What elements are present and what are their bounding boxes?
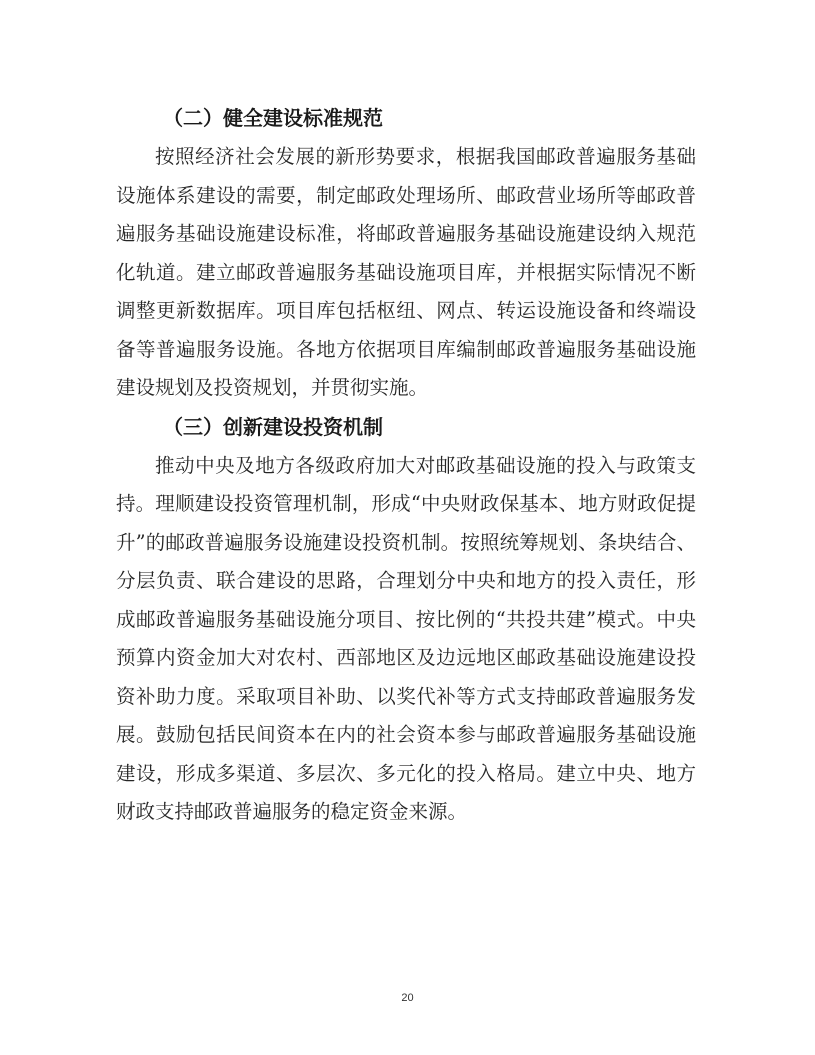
section-body-2: 按照经济社会发展的新形势要求，根据我国邮政普遍服务基础设施体系建设的需要，制定邮政处理场所、邮政营业场所等邮政普遍服务基础设施建设标准，将邮政普遍服务基础设施建设纳入规范化轨道。建立邮政普遍服务基础设施项目库，并根据实际情况不断调整更新数据库。项目库包括枢纽、网点、转运设施设备和终端设备等普遍服务设施。各地方依据项目库编制邮政普遍服务基础设施建设规划及投资规划，并贯彻实施。 xyxy=(116,145,696,399)
section-body-3: 推动中央及地方各级政府加大对邮政基础设施的投入与政策支持。理顺建设投资管理机制，形成“中央财政保基本、地方财政促提升”的邮政普遍服务设施建设投资机制。按照统筹规划、条块结合、分层负责、联合建设的思路，合理划分中央和地方的投入责任，形成邮政普遍服务基础设施分项目、按比例的“共投共建”模式。中央预算内资金加大对农村、西部地区及边远地区邮政基础设施建设投资补助力度。采取项目补助、以奖代补等方式支持邮政普遍服务发展。鼓励包括民间资本在内的社会资本参与邮政普遍服务基础设施建设，形成多渠道、多层次、多元化的投入格局。建立中央、地方财政支持邮政普遍服务的稳定资金来源。 xyxy=(116,453,696,823)
section-heading-2: （二）健全建设标准规范 xyxy=(163,106,383,130)
section-heading-3: （三）创新建设投资机制 xyxy=(163,414,383,439)
page-number: 20 xyxy=(401,992,414,1004)
page-content xyxy=(116,99,696,832)
